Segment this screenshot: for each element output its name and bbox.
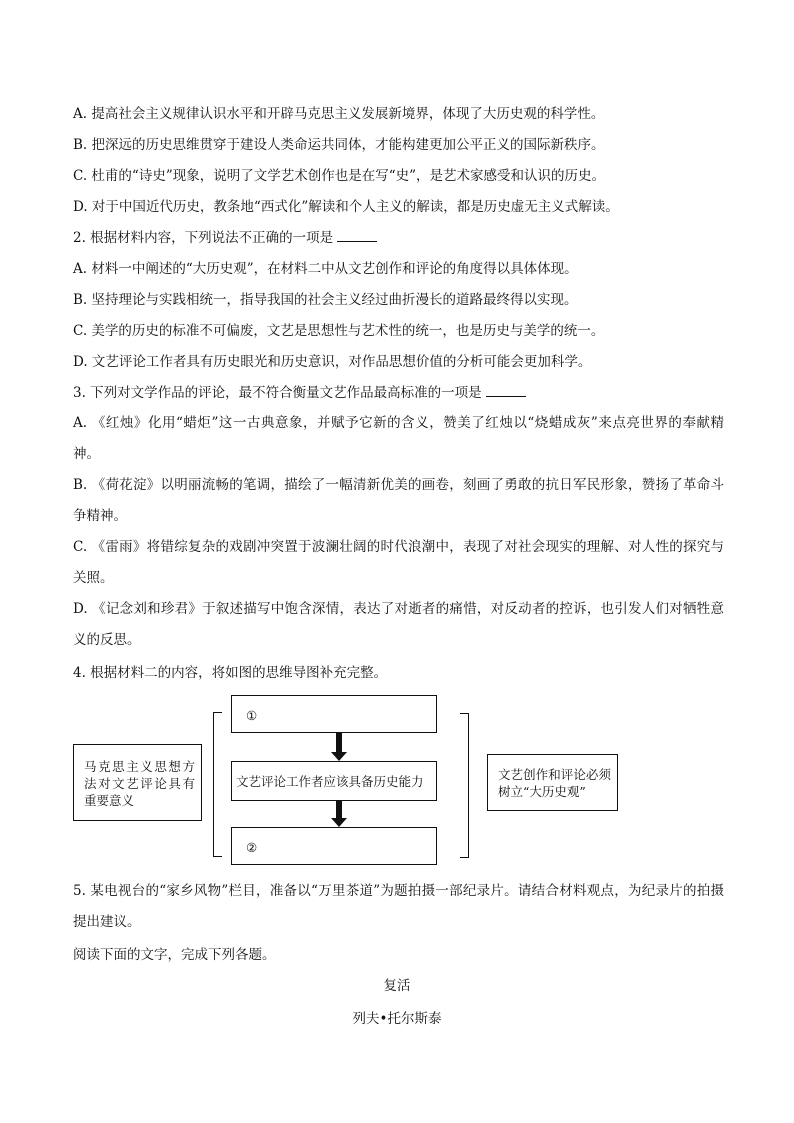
q2-stem — [73, 229, 724, 247]
arrow-head-1 — [331, 752, 347, 761]
q2-stem-text: 2. 根据材料内容，下列说法不正确的一项是 — [73, 230, 334, 246]
q2-option-d: D. 文艺评论工作者具有历史眼光和历史意识，对作品思想价值的分析可能会更加科学。 — [73, 354, 592, 370]
q1-option-d: D. 对于中国近代历史，教条地“西式化”解读和个人主义的解读，都是历史虚无主义式解读。 — [73, 199, 619, 215]
q2-option-c: C. 美学的历史的标准不可偏废，文艺是思想性与艺术性的统一，也是历史与美学的统一。 — [73, 323, 605, 339]
mind-map-left-box: 马克思主义思想方法对文艺评论具有重要意义 — [73, 744, 202, 821]
q1-option-c: C. 杜甫的“诗史”现象，说明了文学艺术创作也是在写“史”，是艺术家感受和认识的历史。 — [73, 168, 606, 184]
answer-blank — [337, 229, 377, 242]
answer-blank — [486, 384, 526, 397]
mind-map-middle-box: 文艺评论工作者应该具备历史能力 — [231, 761, 437, 801]
q1-option-b: B. 把深远的历史思维贯穿于建设人类命运共同体，才能构建更加公平正义的国际新秩序。 — [73, 137, 605, 153]
article-title: 复活 — [383, 978, 411, 994]
arrow-down-1 — [336, 733, 342, 753]
q3-option-a: A. 《红烛》化用“蜡炬”这一古典意象，并赋予它新的含义，赞美了红烛以“烧蜡成灰”来点亮世界的奉献精神。 — [73, 415, 724, 462]
q5-text: 5. 某电视台的“家乡风物”栏目，准备以“万里茶道”为题拍摄一部纪录片。请结合材料观点，为纪录片的拍摄提出建议。 — [73, 883, 724, 930]
article-author: 列夫•托尔斯泰 — [352, 1011, 442, 1027]
reading-intro: 阅读下面的文字，完成下列各题。 — [73, 947, 276, 963]
q2-option-a: A. 材料一中阐述的“大历史观”，在材料二中从文艺创作和评论的角度得以具体体现。 — [73, 261, 578, 277]
mind-map-top-box: ① — [231, 695, 437, 733]
arrow-down-2 — [336, 801, 342, 819]
q2-option-b: B. 坚持理论与实践相统一，指导我国的社会主义经过曲折漫长的道路最终得以实现。 — [73, 292, 578, 308]
q4-stem: 4. 根据材料二的内容，将如图的思维导图补充完整。 — [73, 665, 388, 681]
arrow-head-2 — [331, 818, 347, 827]
left-bracket — [213, 712, 222, 857]
q3-stem-text: 3. 下列对文学作品的评论，最不符合衡量文艺作品最高标准的一项是 — [73, 385, 482, 401]
mind-map-right-box: 文艺创作和评论必须树立“大历史观” — [487, 754, 618, 811]
q3-stem — [73, 384, 724, 402]
q3-option-b: B. 《荷花淀》以明丽流畅的笔调，描绘了一幅清新优美的画卷，刻画了勇敢的抗日军民形象，赞扬了革命斗争精神。 — [73, 477, 724, 524]
q1-option-a: A. 提高社会主义规律认识水平和开辟马克思主义发展新境界，体现了大历史观的科学性。 — [73, 106, 605, 122]
q3-option-c: C. 《雷雨》将错综复杂的戏剧冲突置于波澜壮阔的时代浪潮中，表现了对社会现实的理解、对人性的探究与关照。 — [73, 539, 724, 586]
mind-map-bottom-box: ② — [231, 827, 437, 865]
q3-option-d: D. 《记念刘和珍君》于叙述描写中饱含深情，表达了对逝者的痛惜，对反动者的控诉，也引发人们对牺牲意义的反思。 — [73, 601, 724, 648]
right-bracket — [460, 713, 469, 858]
